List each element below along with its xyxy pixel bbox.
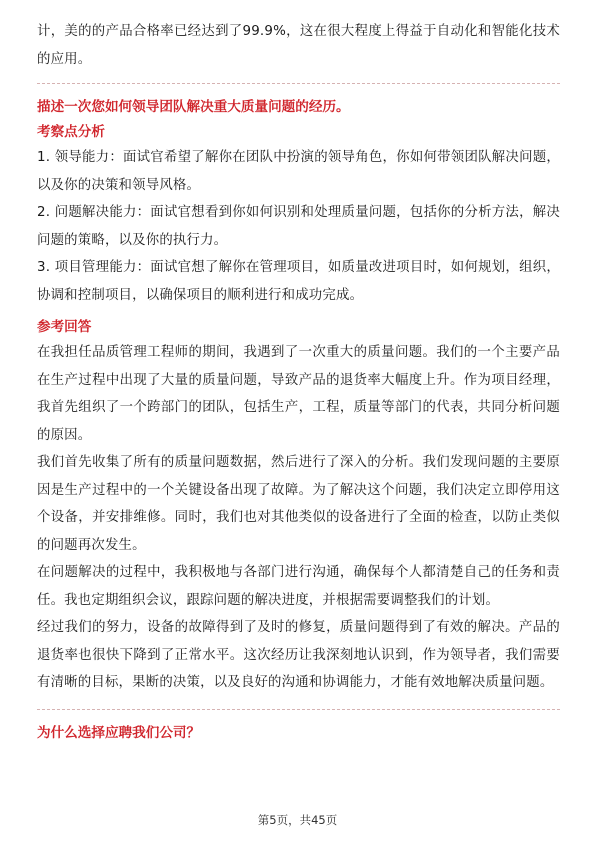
analysis-item: 2. 问题解决能力：面试官想看到你如何识别和处理质量问题，包括你的分析方法，解决问题的策略，以及你的执行力。 (37, 205, 560, 248)
analysis-item: 3. 项目管理能力：面试官想了解你在管理项目，如质量改进项目时，如何规划，组织，协调和控制项目，以确保项目的顺利进行和成功完成。 (37, 260, 560, 303)
answer-paragraph: 在我担任品质管理工程师的期间，我遇到了一次重大的质量问题。我们的一个主要产品在生产过程中出现了大量的质量问题，导致产品的退货率大幅度上升。作为项目经理，我首先组织了一个跨部门的团队，包括生产，工程，质量等部门的代表，共同分析问题的原因。 (37, 345, 560, 443)
next-question-heading: 为什么选择应聘我们公司？ (37, 724, 201, 741)
answer-paragraph: 在问题解决的过程中，我积极地与各部门进行沟通，确保每个人都清楚自己的任务和责任。我也定期组织会议，跟踪问题的解决进度，并根据需要调整我们的计划。 (37, 565, 560, 608)
answer-paragraph: 经过我们的努力，设备的故障得到了及时的修复，质量问题得到了有效的解决。产品的退货率也很快下降到了正常水平。这次经历让我深刻地认识到，作为领导者，我们需要有清晰的目标，果断的决策，以及良好的沟通和协调能力，才能有效地解决质量问题。 (37, 620, 560, 690)
intro-paragraph: 计，美的的产品合格率已经达到了99.9%，这在很大程度上得益于自动化和智能化技术的应用。 (37, 24, 560, 67)
section-divider (37, 83, 560, 84)
analysis-item: 1. 领导能力：面试官希望了解你在团队中扮演的领导角色，你如何带领团队解决问题，以及你的决策和领导风格。 (37, 150, 560, 193)
document-page (37, 18, 560, 746)
answer-paragraph: 我们首先收集了所有的质量问题数据，然后进行了深入的分析。我们发现问题的主要原因是生产过程中的一个关键设备出现了故障。为了解决这个问题，我们决定立即停用这个设备，并安排维修。同时，我们也对其他类似的设备进行了全面的检查，以防止类似的问题再次发生。 (37, 455, 560, 553)
answer-title: 参考回答 (37, 319, 92, 335)
question-heading: 描述一次您如何领导团队解决重大质量问题的经历。 (37, 99, 350, 115)
page-footer: 第5页，共45页 (257, 813, 338, 827)
section-divider (37, 709, 560, 710)
analysis-title: 考察点分析 (37, 124, 105, 140)
